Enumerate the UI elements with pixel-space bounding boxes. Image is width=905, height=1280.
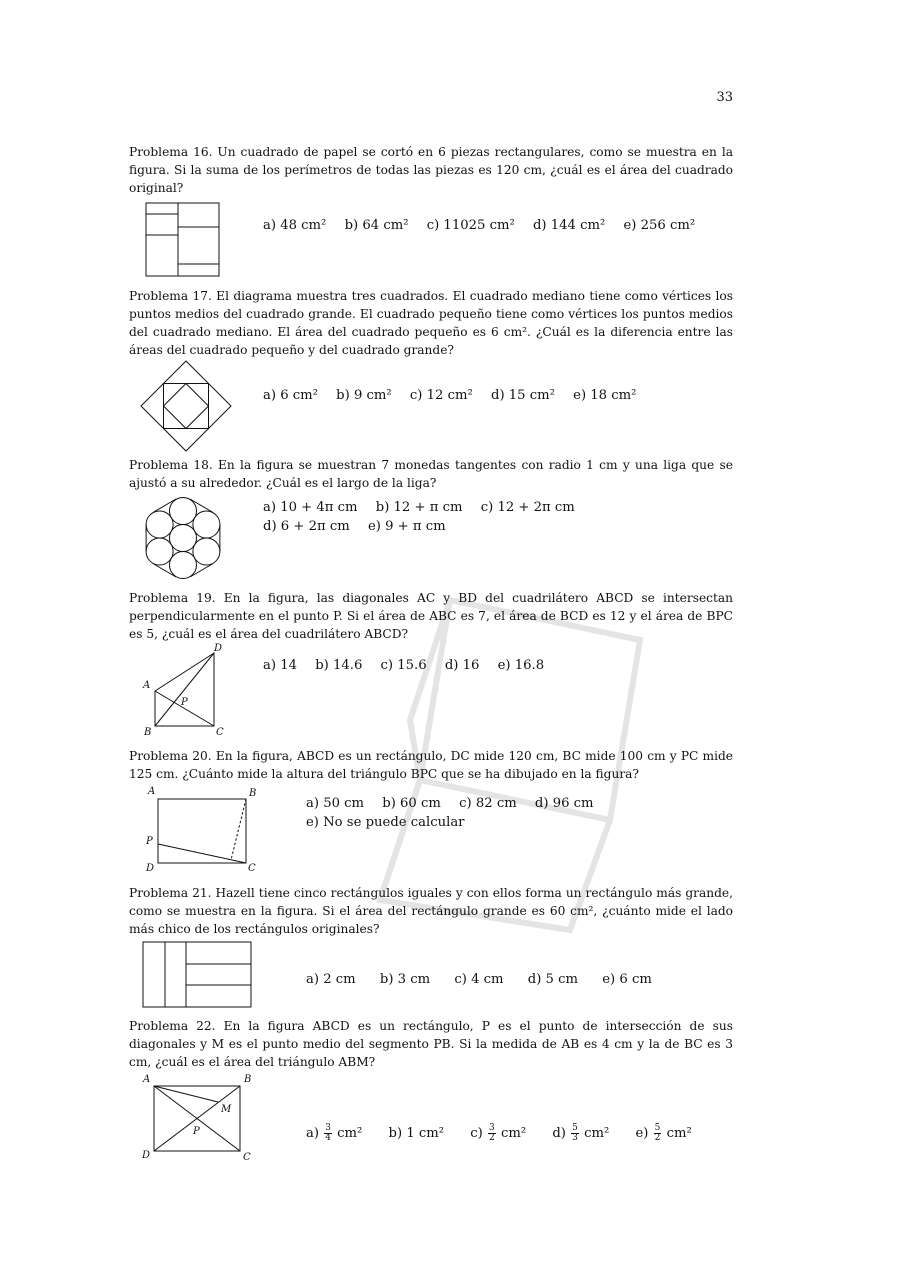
option-b: b) 9 cm² [336, 388, 392, 403]
label-p: P [193, 1126, 200, 1137]
problem-19-figure [138, 640, 238, 740]
label-a: A [143, 680, 151, 691]
label-b: B [244, 1074, 252, 1085]
label-b: B [249, 788, 257, 799]
problem-19-answers [263, 656, 558, 675]
option-e: e) 256 cm² [623, 218, 696, 233]
label-c: C [243, 1152, 251, 1163]
label-a: A [143, 1074, 151, 1085]
label-c: C [216, 727, 224, 738]
option-d: d) 15 cm² [491, 388, 555, 403]
label-p: P [181, 697, 188, 708]
option-a: a) 6 cm² [263, 388, 318, 403]
problem-16-answers [263, 216, 709, 235]
problem-20-figure [140, 784, 264, 876]
option-e: e) 6 cm [602, 972, 652, 987]
option-c: c) 11025 cm² [426, 218, 515, 233]
option-e: e) 9 + π cm [367, 519, 446, 534]
problem-21-figure [142, 941, 254, 1009]
option-c: c) $\frac{3}{2}$ cm² [470, 1123, 527, 1143]
option-d: d) 144 cm² [532, 218, 606, 233]
option-c: c) 12 cm² [409, 388, 473, 403]
problem-18-answers [263, 498, 589, 536]
option-a: a) 10 + 4π cm [263, 500, 358, 515]
problem-21-answers [306, 970, 666, 989]
option-d: d) 16 [444, 658, 480, 673]
option-e: e) 18 cm² [573, 388, 637, 403]
option-e: e) $\frac{5}{2}$ cm² [635, 1123, 692, 1143]
problem-20-statement: Problema 20. En la figura, ABCD es un rectángulo, DC mide 120 cm, BC mide 100 cm y PC mide 125 cm. ¿Cuánto mide la altura del triángulo BPC que se ha dibujado en la figura? [129, 749, 733, 781]
option-a: a) $\frac{3}{4}$ cm² [306, 1123, 363, 1143]
option-b: b) 14.6 [315, 658, 363, 673]
problem-17-answers [263, 386, 650, 405]
label-p: P [146, 836, 153, 847]
page-number: 33 [716, 90, 733, 105]
label-d: D [214, 643, 223, 654]
label-c: C [248, 863, 256, 874]
problem-16-statement: Problema 16. Un cuadrado de papel se cortó en 6 piezas rectangulares, como se muestra en la figura. Si la suma de los perímetros de todas las piezas es 120 cm, ¿cuál es el área del cuadrado original? [129, 145, 733, 195]
problem-22-answers [306, 1124, 706, 1143]
option-d: d) 5 cm [527, 972, 579, 987]
fraction: $\frac{3}{4}$ [325, 1123, 331, 1143]
option-e: e) 16.8 [497, 658, 545, 673]
problem-21-statement: Problema 21. Hazell tiene cinco rectángulos iguales y con ellos forma un rectángulo más grande, como se muestra en la figura. Si el área del rectángulo grande es 60 cm², ¿cuánto mide el lado más chico de los rectángulos originales? [129, 886, 733, 936]
option-c: c) 4 cm [454, 972, 504, 987]
problem-18-statement: Problema 18. En la figura se muestran 7 monedas tangentes con radio 1 cm y una liga que se ajustó a su alrededor. ¿Cuál es el largo de la liga? [129, 458, 733, 490]
option-a: a) 2 cm [306, 972, 356, 987]
option-b: b) 12 + π cm [375, 500, 463, 515]
option-a: a) 50 cm [306, 796, 365, 811]
fraction: $\frac{5}{3}$ [572, 1123, 578, 1143]
problem-16-figure [145, 202, 221, 278]
label-d: D [146, 863, 155, 874]
option-b: b) 60 cm [382, 796, 441, 811]
option-c: c) 15.6 [380, 658, 427, 673]
label-d: D [142, 1150, 151, 1161]
option-a: a) 48 cm² [263, 218, 327, 233]
option-b: b) 64 cm² [344, 218, 409, 233]
label-m: M [221, 1104, 232, 1115]
option-a: a) 14 [263, 658, 297, 673]
problem-17-figure [140, 360, 232, 452]
label-a: A [148, 786, 156, 797]
option-e: e) No se puede calcular [306, 815, 465, 830]
fraction: $\frac{3}{2}$ [489, 1123, 495, 1143]
problem-20-answers [306, 794, 608, 832]
option-d: d) $\frac{5}{3}$ cm² [552, 1123, 610, 1143]
problem-22-figure [138, 1070, 258, 1166]
fraction: $\frac{5}{2}$ [654, 1123, 661, 1143]
option-c: c) 12 + 2π cm [480, 500, 575, 515]
option-c: c) 82 cm [459, 796, 517, 811]
problem-19-statement: Problema 19. En la figura, las diagonales AC y BD del cuadrilátero ABCD se intersectan perpendicularmente en el punto P. Si el área de ABC es 7, el área de BCD es 12 y el área de BPC es 5, ¿cuál es el área del cuadrilátero ABCD? [129, 591, 733, 641]
problem-17-statement: Problema 17. El diagrama muestra tres cuadrados. El cuadrado mediano tiene como vértices los puntos medios del cuadrado grande. El cuadrado pequeño tiene como vértices los puntos medios del cuadrado mediano. El área del cuadrado pequeño es 6 cm². ¿Cuál es la diferencia entre las áreas del cuadrado pequeño y del cuadrado grande? [129, 289, 733, 357]
problem-18-figure [140, 493, 226, 583]
option-d: d) 6 + 2π cm [263, 519, 350, 534]
option-b: b) 1 cm² [388, 1126, 445, 1141]
option-b: b) 3 cm [379, 972, 431, 987]
problem-22-statement: Problema 22. En la figura ABCD es un rectángulo, P es el punto de intersección de sus diagonales y M es el punto medio del segmento PB. Si la medida de AB es 4 cm y la de BC es 3 cm, ¿cuál es el área del triángulo ABM? [129, 1019, 733, 1069]
option-d: d) 96 cm [534, 796, 594, 811]
label-b: B [144, 727, 152, 738]
